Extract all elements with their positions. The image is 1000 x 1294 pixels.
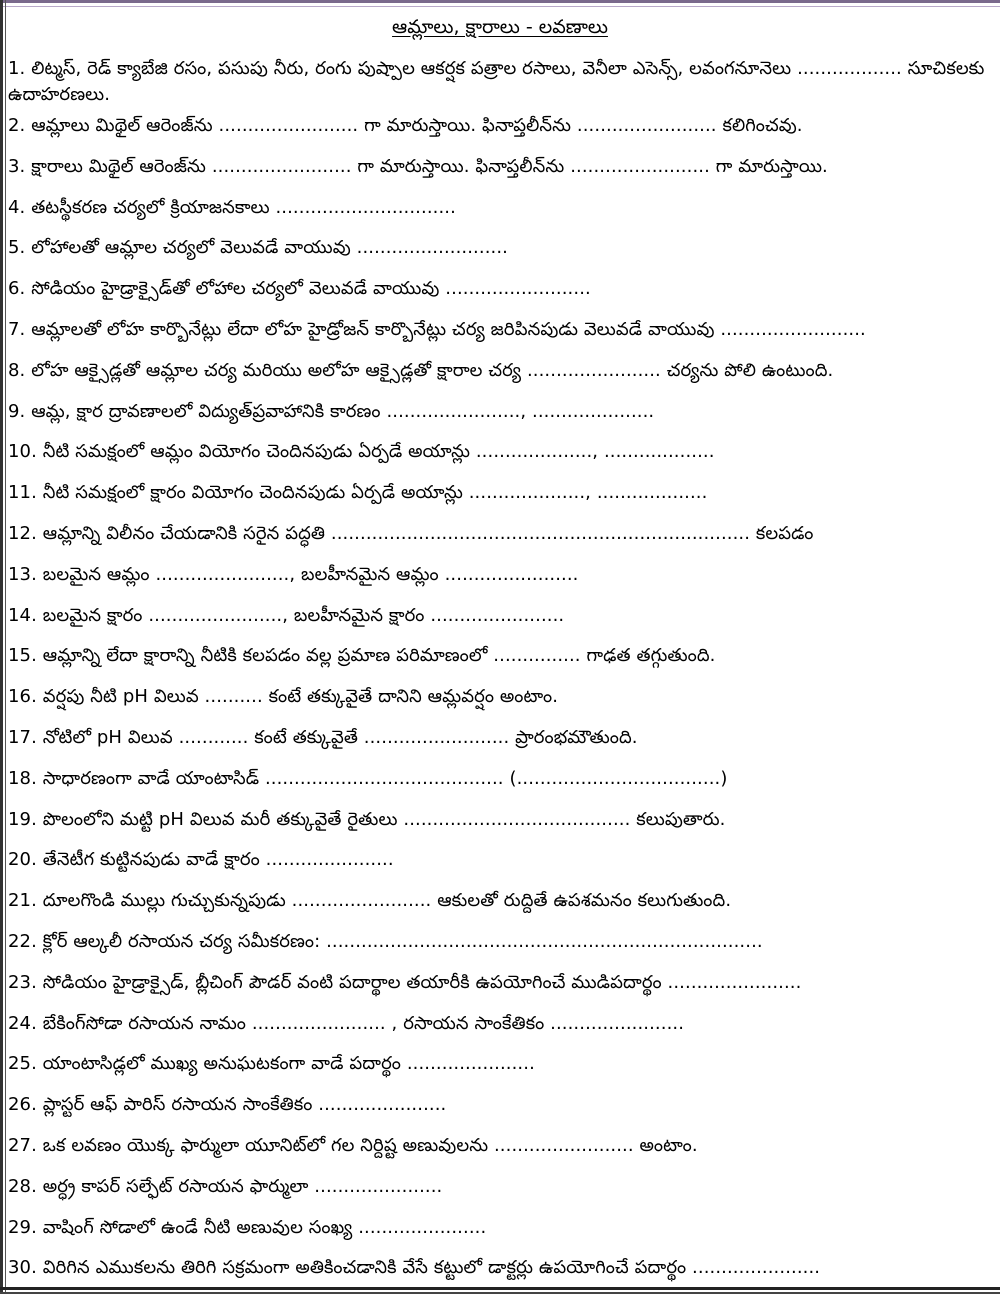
question-item: 17. నోటిలో pH విలువ ............ కంటే తక్కువైతే ......................... ప్రారంభమౌతుంది. <box>8 726 638 748</box>
question-item: 5. లోహాలతో ఆమ్లాల చర్యలో వెలువడే వాయువు .......................... <box>8 237 508 259</box>
question-item: 6. సోడియం హైడ్రాక్సైడ్‌తో లోహాల చర్యలో వెలువడే వాయువు ......................... <box>8 278 591 300</box>
question-item: 9. ఆమ్ల, క్షార ద్రావణాలలో విద్యుత్‌ప్రవాహానికి కారణం ......................., ..................... <box>8 400 655 422</box>
question-item: 13. బలమైన ఆమ్లం ......................., బలహీనమైన ఆమ్లం ....................... <box>8 563 579 585</box>
question-item: 28. అర్ధ్ర కాపర్ సల్ఫేట్ రసాయన ఫార్ములా ...................... <box>8 1175 443 1197</box>
page-border-top <box>0 0 1000 3</box>
question-item: 10. నీటి సమక్షంలో ఆమ్లం వియోగం చెందినపుడు ఏర్పడే అయాన్లు ...................., ................... <box>8 441 715 463</box>
worksheet-title-text: ఆమ్లాలు, క్షారాలు - లవణాలు <box>392 16 608 38</box>
question-item: 21. దూలగొండి ముల్లు గుచ్చుకున్నపుడు ........................ ఆకులతో రుద్దితే ఉపశమనం కలుగుతుంది. <box>8 890 732 912</box>
question-item: 29. వాషింగ్ సోడాలో ఉండే నీటి అణువుల సంఖ్య ...................... <box>8 1216 487 1238</box>
question-item: 7. ఆమ్లాలతో లోహ కార్బొనేట్లు లేదా లోహ హైడ్రోజన్ కార్బొనేట్లు చర్య జరిపినపుడు వెలువడే వాయువు ......................... <box>8 318 866 340</box>
page-border-left-inner <box>5 0 6 1294</box>
question-item: 20. తేనెటీగ కుట్టినపుడు వాడే క్షారం ...................... <box>8 849 394 871</box>
question-item: 16. వర్షపు నీటి pH విలువ .......... కంటే తక్కువైతే దానిని ఆమ్లవర్షం అంటాం. <box>8 686 559 708</box>
question-item: 26. ప్లాస్టర్ ఆఫ్ పారిస్ రసాయన సాంకేతికం ...................... <box>8 1094 447 1116</box>
question-item: 14. బలమైన క్షారం ......................., బలహీనమైన క్షారం ....................... <box>8 604 565 626</box>
question-item: 3. క్షారాలు మిథైల్ ఆరెంజ్‌ను ........................ గా మారుస్తాయి. ఫినాప్తలీన్‌ను ........................ గా మారుస్తాయి. <box>8 155 828 177</box>
question-item: 24. బేకింగ్‌సోడా రసాయన నామం ....................... , రసాయన సాంకేతికం ....................... <box>8 1012 685 1034</box>
question-item: 27. ఒక లవణం యొక్క ఫార్ములా యూనిట్‌లో గల నిర్దిష్ట అణువులను ........................ అంటాం. <box>8 1134 698 1156</box>
question-item: 11. నీటి సమక్షంలో క్షారం వియోగం చెందినపుడు ఏర్పడే అయాన్లు ...................., ................... <box>8 482 708 504</box>
worksheet-title <box>0 14 1000 40</box>
question-list <box>8 52 998 1289</box>
question-item: 15. ఆమ్లాన్ని లేదా క్షారాన్ని నీటికి కలపడం వల్ల ప్రమాణ పరిమాణంలో ............... గాఢత తగ్గుతుంది. <box>8 645 716 667</box>
question-item: 23. సోడియం హైడ్రాక్సైడ్, బ్లీచింగ్ పౌడర్ వంటి పదార్థాల తయారీకి ఉపయోగించే ముడిపదార్థం ....................... <box>8 971 802 993</box>
question-item: 22. క్లోర్ ఆల్కలీ రసాయన చర్య సమీకరణం: ........................................................................... <box>8 930 763 952</box>
page-border-top-inner <box>0 6 1000 7</box>
question-item: 4. తటస్థీకరణ చర్యలో క్రియాజనకాలు ............................... <box>8 196 456 218</box>
page-border-left <box>0 0 3 1294</box>
question-item: 18. సాధారణంగా వాడే యాంటాసిడ్ ......................................... (...................................) <box>8 767 728 789</box>
question-item: 19. పొలంలోని మట్టి pH విలువ మరీ తక్కువైతే రైతులు ....................................... కలుపుతారు. <box>8 808 726 830</box>
question-item: 30. విరిగిన ఎముకలను తిరిగి సక్రమంగా అతికించడానికి వేసే కట్టులో డాక్టర్లు ఉపయోగించే పదార్థం ...................... <box>8 1257 821 1279</box>
question-item: 1. లిట్మస్, రెడ్ క్యాబేజి రసం, పసుపు నీరు, రంగు పుష్పాల ఆకర్షక పత్రాల రసాలు, వెనీలా ఎసెన్స్, లవంగనూనెలు .................. సూచికలకు ఉదాహరణలు. <box>8 58 985 105</box>
question-item: 8. లోహ ఆక్సైడ్లతో ఆమ్లాల చర్య మరియు అలోహ ఆక్సైడ్లతో క్షారాల చర్య ....................... చర్యను పోలి ఉంటుంది. <box>8 359 834 381</box>
question-item: 25. యాంటాసిడ్లలో ముఖ్య అనుఘటకంగా వాడే పదార్థం ...................... <box>8 1053 535 1075</box>
question-item: 2. ఆమ్లాలు మిథైల్ ఆరెంజ్‌ను ........................ గా మారుస్తాయి. ఫినాప్తలీన్‌ను ........................ కలిగించవు. <box>8 115 803 136</box>
question-item: 12. ఆమ్లాన్ని విలీనం చేయడానికి సరైన పద్ధతి ........................................................................ కలపడం <box>8 522 814 544</box>
